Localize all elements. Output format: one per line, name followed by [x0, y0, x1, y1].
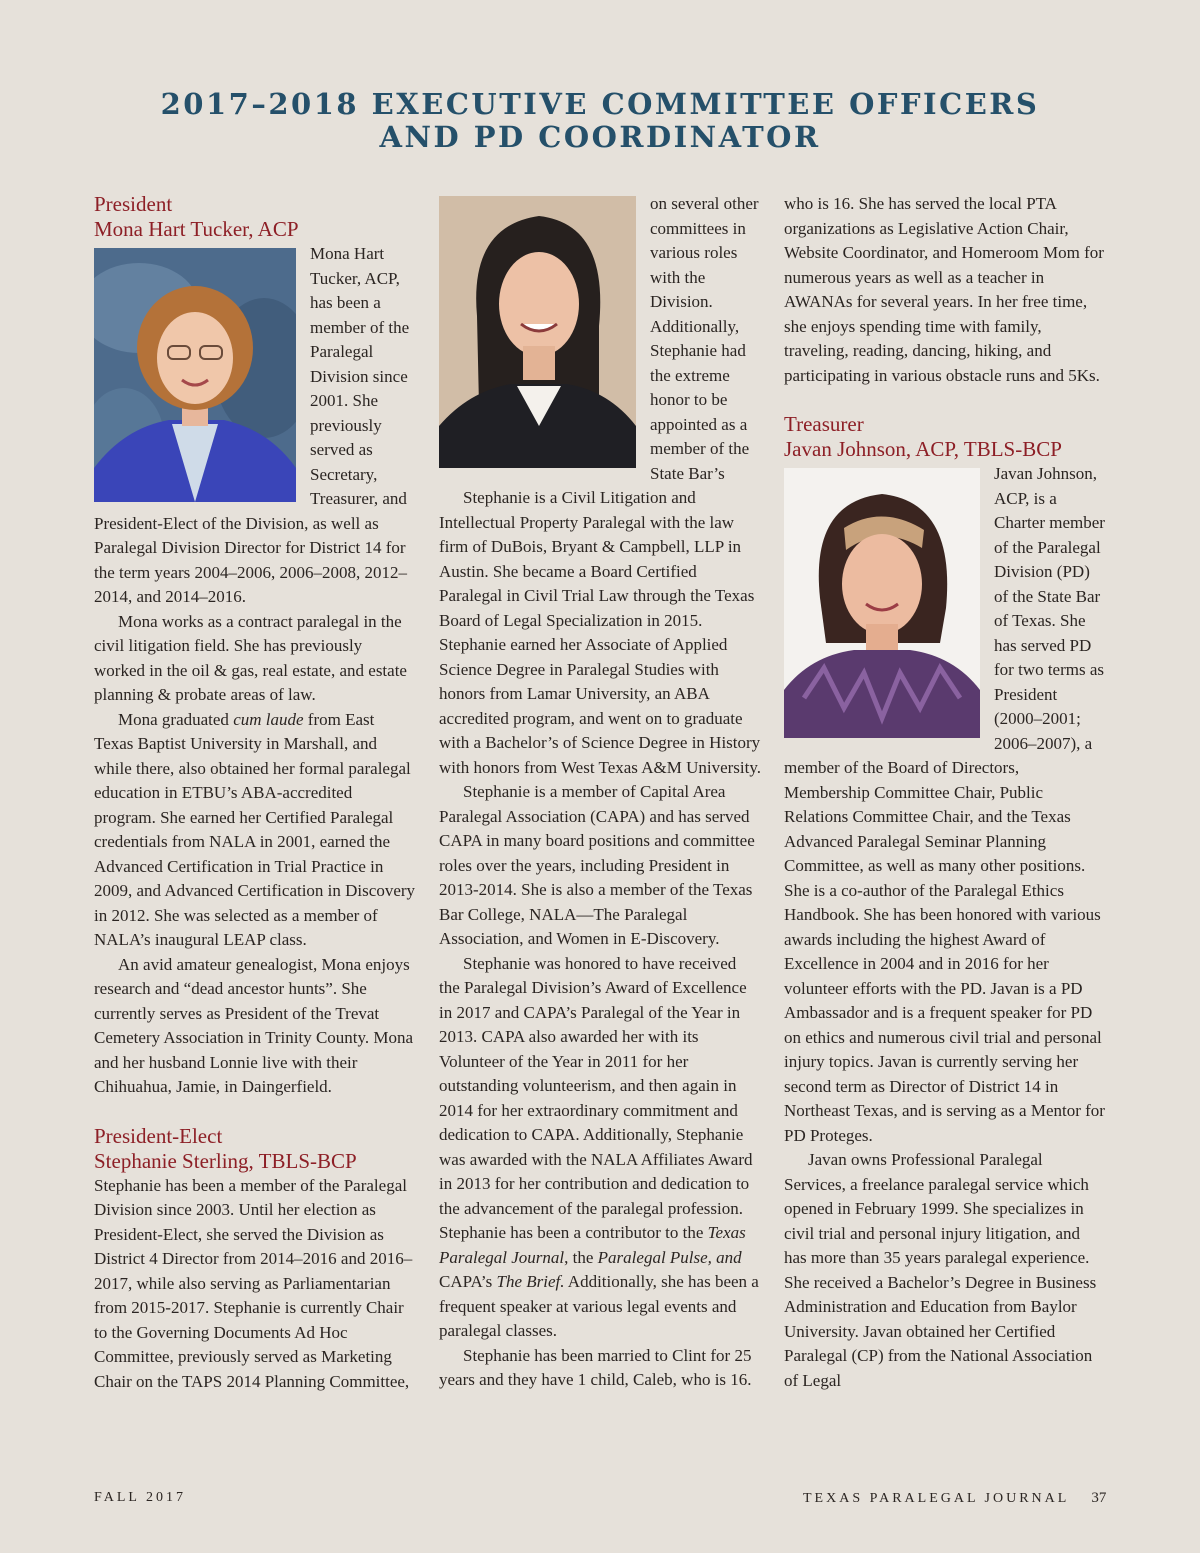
column-2 — [439, 192, 761, 1393]
bio-4-a: Stephanie was honored to have received the Paralegal Division’s Award of Excellence in 2017 and CAPA’s Paralegal of the Year in 2013. CAPA also awarded her with its Volunteer of the Year in 2011 for her outstanding volunteerism, and then again in 2014 for her extraordinary commitment and dedication to CAPA. Additionally, Stephanie was awarded with the NALA Affiliates Award in 2013 for her contribution and dedication to the advancement of the paralegal profession. Stephanie has been a contributor to the — [439, 953, 753, 1242]
bio-4-b: , the — [564, 1247, 598, 1267]
president-bio-3 — [94, 708, 416, 953]
president-elect-bio-4 — [439, 952, 761, 1344]
president-elect-name: Stephanie Sterling, TBLS-BCP — [94, 1148, 357, 1173]
bio-4-d: Additionally, she has been a frequent speaker at various legal events and paralegal classes. — [439, 1272, 759, 1340]
president-elect-bio-5-cont: who is 16. She has served the local PTA organizations as Legislative Action Chair, Website Coordinator, and Homeroom Mom for numerous years as well as a teacher in AWANAs for several years. In her free time, she enjoys spending time with family, traveling, reading, dancing, hiking, and participating in various obstacle runs and 5Ks. — [784, 194, 1104, 385]
president-bio-4: An avid amateur genealogist, Mona enjoys research and “dead ancestor hunts”. She currently serves as President of the Trevat Cemetery Association in Trinity County. Mona and her husband Lonnie live with their Chihuahua, Jamie, in Daingerfield. — [94, 954, 414, 1096]
president-photo — [94, 248, 296, 502]
publication-2: Paralegal Pulse, and — [597, 1247, 742, 1267]
cum-laude-text: cum laude — [233, 709, 304, 729]
president-elect-photo — [439, 196, 636, 468]
treasurer-photo — [784, 468, 980, 738]
president-bio-3-a: Mona graduated — [118, 709, 234, 729]
president-elect-bio-3: Stephanie is a member of Capital Area Paralegal Association (CAPA) and has served CAPA in many board positions and committee roles over the years, including President in 2013-2014. She is also a member of the Texas Bar College, NALA—The Paralegal Association, and Women in E-Discovery. — [439, 782, 755, 948]
publication-1: Texas Paralegal Journal — [439, 1223, 746, 1267]
president-elect-bio-5: Stephanie has been married to Clint for 25 years and they have 1 child, Caleb, who is 16. — [439, 1345, 752, 1389]
president-elect-bio-2: Stephanie is a Civil Litigation and Intellectual Property Paralegal with the law firm of DuBois, Bryant & Campbell, LLP in Austin. She became a Board Certified Paralegal in Civil Trial Law through the Texas Board of Legal Specialization in 2015. Stephanie earned her Associate of Applied Science Degree in Paralegal Studies with honors from Lamar University, an ABA accredited program, and went on to graduate with a Bachelor’s of Science Degree in History with honors from West Texas A&M University. — [439, 488, 761, 777]
title-line-1: 2017–2018 EXECUTIVE COMMITTEE OFFICERS — [160, 87, 1040, 121]
president-bio-3-b: from East Texas Baptist University in Marshall, and while there, also obtained her formal paralegal education in ETBU’s ABA-accredited program. She earned her Certified Paralegal credentials from NALA in 2001, earned the Advanced Certification in Trial Practice in 2009, and Advanced Certification in Discovery in 2012. She was selected as a member of NALA’s inaugural LEAP class. — [94, 709, 416, 949]
president-name: Mona Hart Tucker, ACP — [94, 217, 299, 241]
footer-left: FALL 2017 — [94, 1490, 186, 1505]
president-bio-2: Mona works as a contract paralegal in the civil litigation field. She has previously worked in the oil & gas, real estate, and estate planning & probate areas of law. — [94, 611, 407, 704]
publication-3: The Brief. — [496, 1272, 565, 1291]
treasurer-bio-2: Javan owns Professional Paralegal Services, a freelance paralegal service which opened in February 1999. She specializes in civil trial and personal injury litigation, and has more than 35 years paralegal experience. She received a Bachelor’s Degree in Business Administration and Education from Baylor University. Javan obtained her Certified Paralegal (CP) from the National Association of Legal — [784, 1150, 1097, 1390]
president-role: President — [94, 192, 173, 216]
president-elect-bio-1-cont: on several other committees in various roles with the Division. Additionally, Stephanie had the extreme honor to be appointed as a member of the State Bar’s — [650, 194, 759, 483]
president-elect-bio-1: Stephanie has been a member of the Paralegal Division since 2003. Until her election as President-Elect, she served the Division as District 4 Director from 2014–2016 and 2016–2017, while also serving as Parliamentarian from 2015-2017. Stephanie is currently Chair to the Governing Documents Ad Hoc Committee, previously served as Marketing Chair on the TAPS 2014 Planning Committee, — [94, 1175, 413, 1391]
bio-4-c: CAPA’s — [439, 1272, 497, 1291]
treasurer-name: Javan Johnson, ACP, TBLS-BCP — [784, 437, 1062, 461]
footer-right — [803, 1490, 1106, 1507]
president-bio-1: Mona Hart Tucker, ACP, has been a member of the Paralegal Division since 2001. She previously served as Secretary, Treasurer, and President-Elect of the Division, as well as Paralegal Division Director for District 14 for the term years 2004–2006, 2006–2008, 2012–2014, and 2014–2016. — [94, 244, 410, 606]
title-line-2: AND PD COORDINATOR — [379, 120, 821, 154]
column-1 — [94, 192, 416, 1394]
page-number: 37 — [1091, 1490, 1107, 1506]
president-elect-role: President-Elect — [94, 1123, 223, 1148]
treasurer-bio-1: Javan Johnson, ACP, is a Charter member of the Paralegal Division (PD) of the State Bar of Texas. She has served PD for two terms as President (2000–2001; 2006–2007), a member of the Board of Directors, Membership Committee Chair, Public Relations Committee Chair, and the Texas Advanced Paralegal Seminar Planning Committee, as well as many other positions. She is a co-author of the Paralegal Ethics Handbook. She has been honored with various awards including the highest Award of Excellence in 2004 and in 2016 for her volunteer efforts with the PD. Javan is a PD Ambassador and is a frequent speaker for PD on ethics and numerous civil trial and personal injury topics. Javan is currently serving her second term as Director of District 14 in Northeast Texas, and is serving as a Mentor for PD Proteges. — [784, 464, 1105, 1145]
page-title — [0, 88, 1200, 154]
journal-name: TEXAS PARALEGAL JOURNAL — [803, 1491, 1070, 1506]
treasurer-role: Treasurer — [784, 412, 864, 436]
column-3 — [784, 192, 1106, 1393]
